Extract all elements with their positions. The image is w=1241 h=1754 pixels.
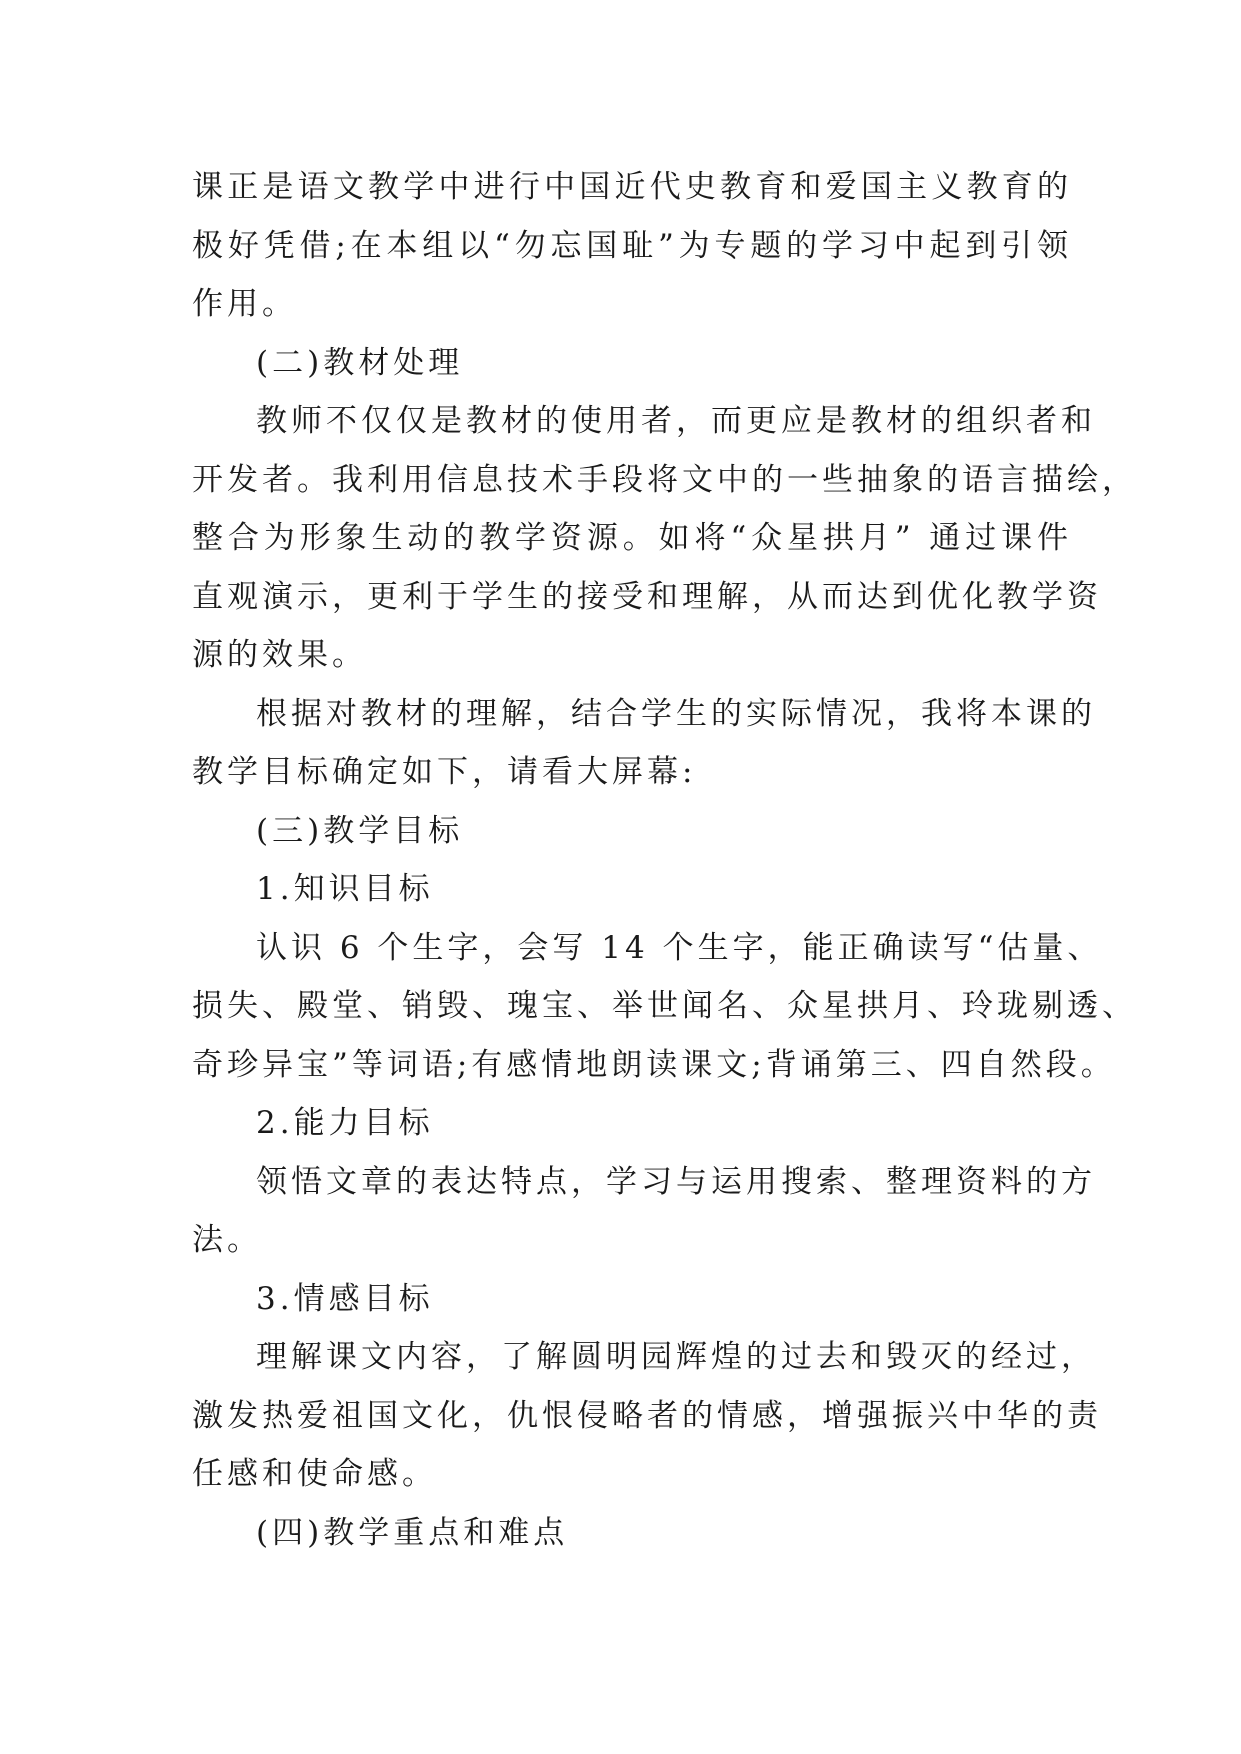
text-line: 领悟文章的表达特点，学习与运用搜索、整理资料的方 xyxy=(256,1163,1096,1200)
text-line: (三)教学目标 xyxy=(256,812,464,849)
text-line: (四)教学重点和难点 xyxy=(256,1514,569,1551)
text-line: 奇珍异宝”等词语;有感情地朗读课文;背诵第三、四自然段。 xyxy=(192,1046,1116,1083)
text-line: 任感和使命感。 xyxy=(192,1456,437,1492)
text-line: 认识 6 个生字，会写 14 个生字，能正确读写“估量、 xyxy=(256,929,1103,966)
text-line: 课正是语文教学中进行中国近代史教育和爱国主义教育的 xyxy=(192,169,1072,205)
text-line: 1.知识目标 xyxy=(256,871,434,907)
text-line: 整合为形象生动的教学资源。如将“众星拱月” 通过课件 xyxy=(192,520,1072,556)
text-line: 法。 xyxy=(192,1222,262,1258)
text-line: 直观演示，更利于学生的接受和理解，从而达到优化教学资 xyxy=(192,578,1102,615)
text-line: 理解课文内容，了解圆明园辉煌的过去和毁灭的经过， xyxy=(256,1339,1096,1375)
text-line: 源的效果。 xyxy=(192,637,367,673)
text-line: 激发热爱祖国文化，仇恨侵略者的情感，增强振兴中华的责 xyxy=(192,1397,1102,1434)
text-line: 教学目标确定如下，请看大屏幕: xyxy=(192,754,697,790)
text-line: 损失、殿堂、销毁、瑰宝、举世闻名、众星拱月、玲珑剔透、 xyxy=(192,988,1137,1024)
document-body xyxy=(192,158,1137,1562)
text-line: 教师不仅仅是教材的使用者，而更应是教材的组织者和 xyxy=(256,403,1096,439)
text-line: 极好凭借;在本组以“勿忘国耻”为专题的学习中起到引领 xyxy=(192,227,1072,264)
text-line: 2.能力目标 xyxy=(256,1105,434,1141)
text-line: (二)教材处理 xyxy=(256,344,464,381)
text-line: 根据对教材的理解，结合学生的实际情况，我将本课的 xyxy=(256,695,1096,732)
text-line: 开发者。我利用信息技术手段将文中的一些抽象的语言描绘， xyxy=(192,461,1137,498)
text-line: 作用。 xyxy=(192,286,297,322)
text-line: 3.情感目标 xyxy=(256,1280,434,1317)
